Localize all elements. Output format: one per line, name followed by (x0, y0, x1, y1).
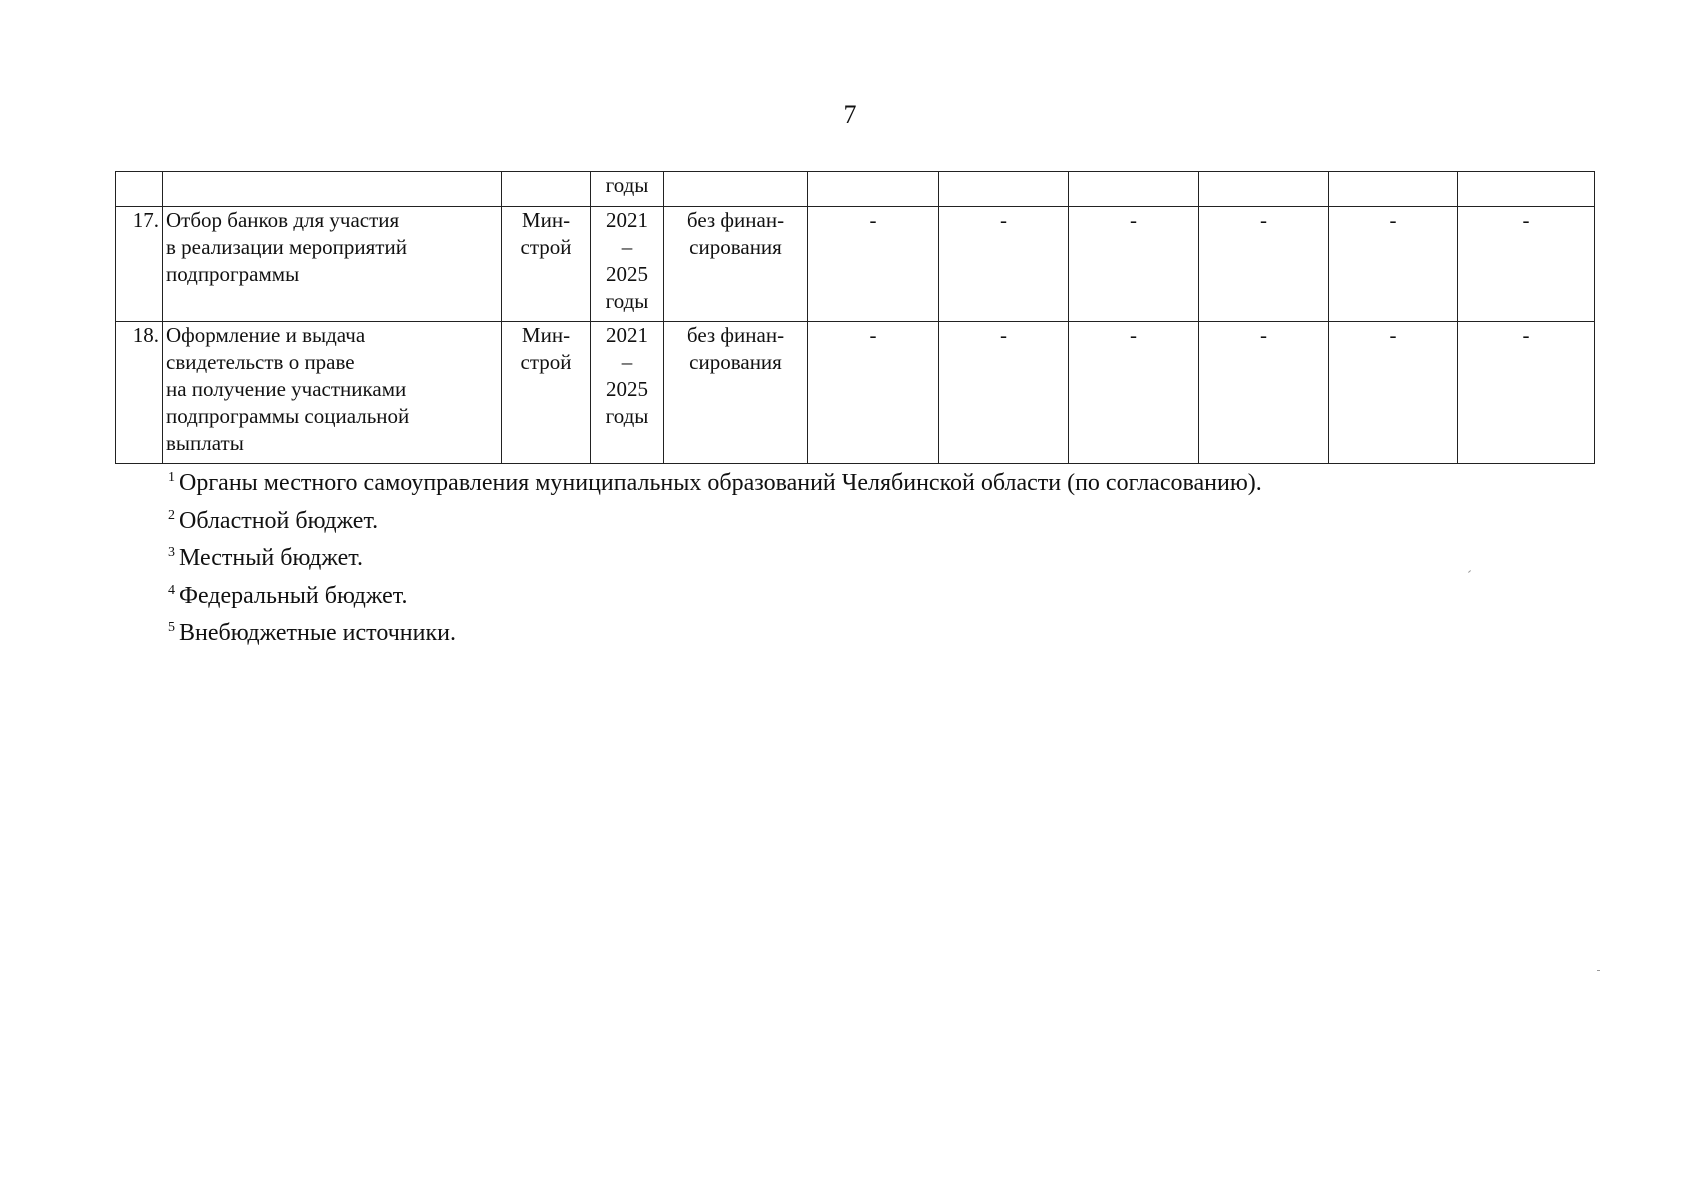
period: 2021 – 2025 годы (591, 322, 664, 464)
cell-value: - (808, 322, 939, 464)
executor: Мин- строй (502, 207, 591, 322)
scan-speck (1597, 970, 1600, 971)
cell-value: - (1199, 322, 1329, 464)
cell-value (1329, 172, 1458, 207)
cell-num (116, 172, 163, 207)
measure-name: Оформление и выдача свидетельств о праве на получение участниками подпрограммы социальной выплаты (163, 322, 502, 464)
footnote (168, 537, 1262, 575)
table-row-carry-over (116, 172, 1595, 207)
cell-value: - (1069, 322, 1199, 464)
table-row (116, 322, 1595, 464)
footnote-mark: 1 (168, 470, 175, 485)
measure-name: Отбор банков для участия в реализации мероприятий подпрограммы (163, 207, 502, 322)
footnote-mark: 2 (168, 507, 175, 523)
funding-source: без финан- сирования (664, 207, 808, 322)
cell-value: - (1329, 207, 1458, 322)
cell-value (1458, 172, 1595, 207)
cell-value (1199, 172, 1329, 207)
cell-value: - (1069, 207, 1199, 322)
scan-speck (1468, 570, 1471, 573)
page-number: 7 (843, 100, 857, 129)
row-number: 17. (116, 207, 163, 322)
executor: Мин- строй (502, 322, 591, 464)
cell-value (1069, 172, 1199, 207)
cell-value: - (939, 322, 1069, 464)
cell-value: - (1458, 207, 1595, 322)
footnote (168, 462, 1262, 500)
footnote-text: Местный бюджет. (179, 545, 363, 571)
footnote (168, 575, 1262, 613)
cell-value: - (808, 207, 939, 322)
cell-value: - (1199, 207, 1329, 322)
footnote (168, 500, 1262, 538)
footnote-text: Органы местного самоуправления муниципальных образований Челябинской области (по согласованию). (179, 470, 1262, 496)
footnote (168, 612, 1262, 650)
table-row (116, 207, 1595, 322)
cell-value: - (1329, 322, 1458, 464)
footnote-text: Областной бюджет. (179, 507, 379, 534)
footnotes (168, 462, 1262, 650)
period: 2021 – 2025 годы (591, 207, 664, 322)
cell-period: годы (591, 172, 664, 207)
cell-value: - (1458, 322, 1595, 464)
cell-funding (664, 172, 808, 207)
cell-value (939, 172, 1069, 207)
footnote-text: Федеральный бюджет. (179, 582, 408, 609)
cell-executor (502, 172, 591, 207)
footnote-mark: 3 (168, 545, 175, 560)
cell-name (163, 172, 502, 207)
cell-value: - (939, 207, 1069, 322)
measures-table (115, 171, 1595, 464)
footnote-text: Внебюджетные источники. (179, 620, 456, 646)
footnote-mark: 4 (168, 582, 175, 598)
funding-source: без финан- сирования (664, 322, 808, 464)
row-number: 18. (116, 322, 163, 464)
footnote-mark: 5 (168, 620, 175, 635)
cell-value (808, 172, 939, 207)
